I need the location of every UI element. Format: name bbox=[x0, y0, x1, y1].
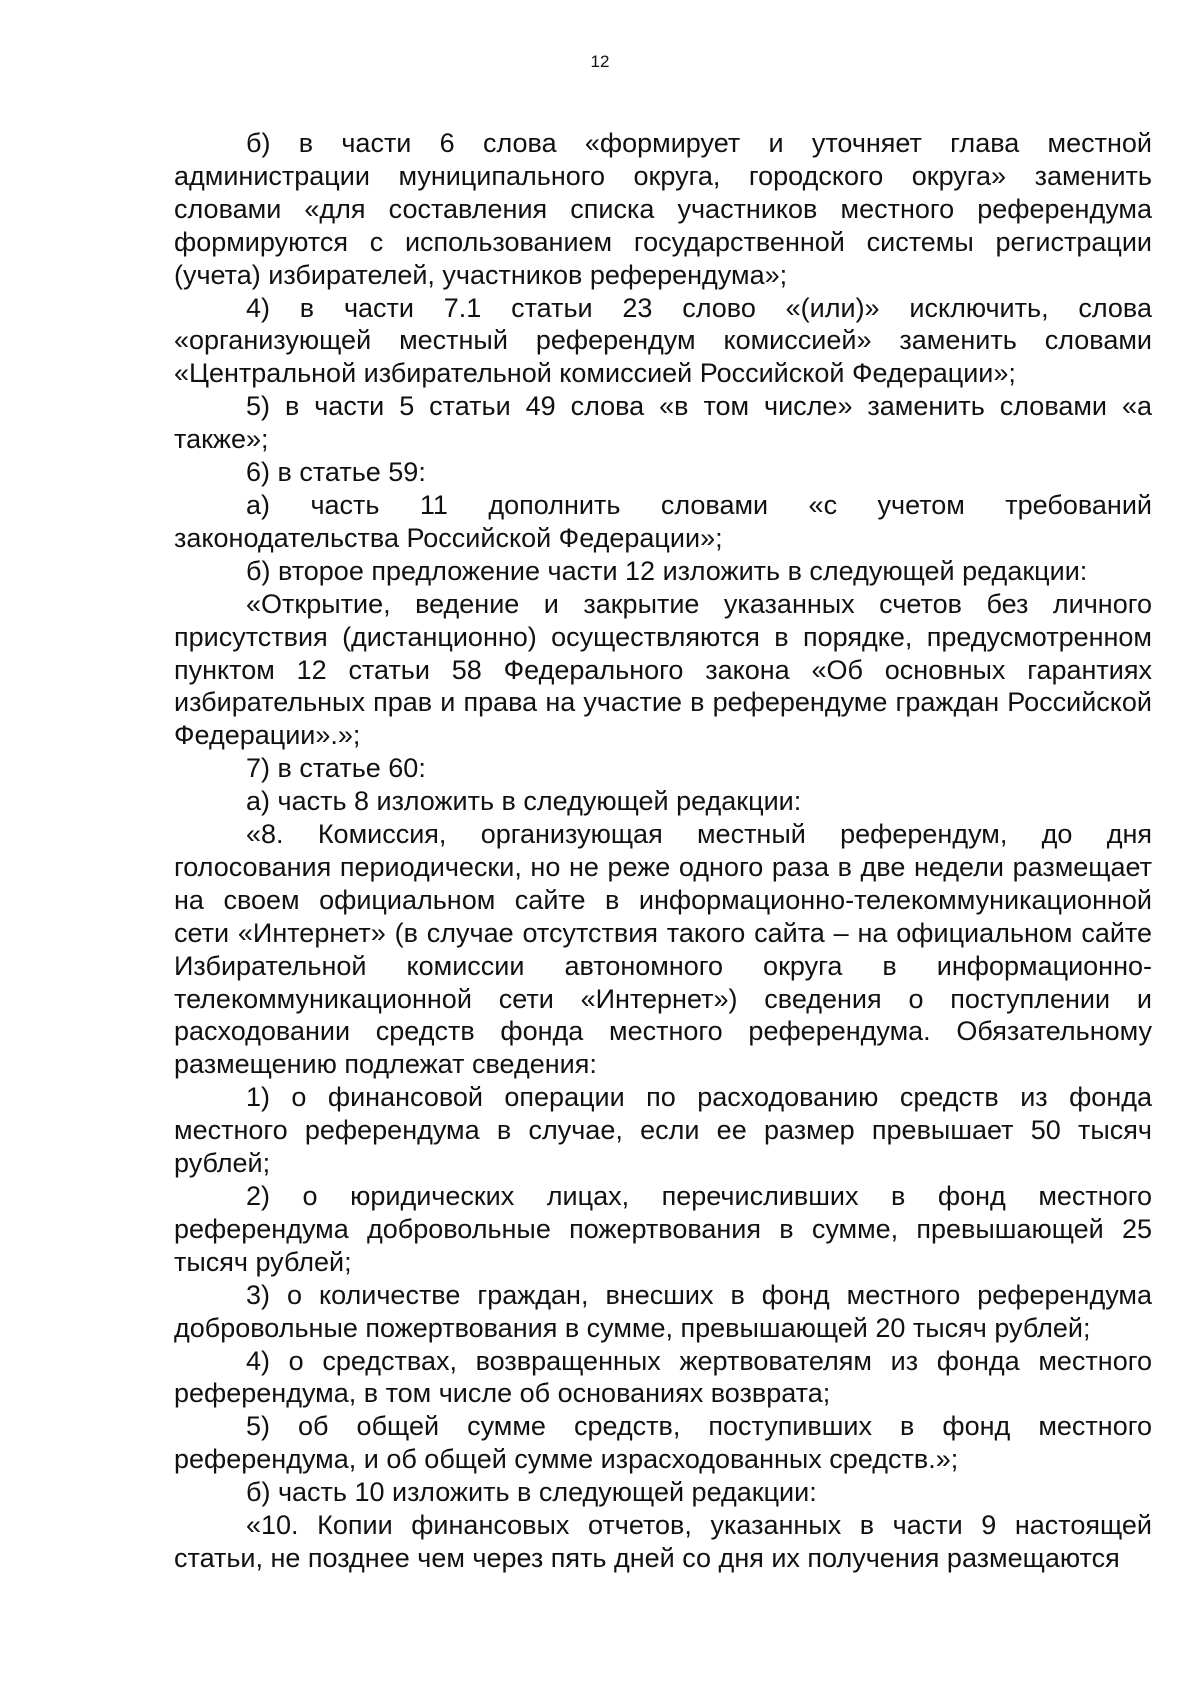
paragraph: «8. Комиссия, организующая местный референдум, до дня голосования периодически, но не реже одного раза в две недели размещает на своем официальном сайте в информационно-телекоммуникационной сети «Интернет» (в случае отсутствия такого сайта – на официальном сайте Избирательной комиссии автономного округа в информационно-телекоммуникационной сети «Интернет») сведения о поступлении и расходовании средств фонда местного референдума. Обязательному размещению подлежат сведения: bbox=[174, 819, 1152, 1080]
paragraph: 4) о средствах, возвращенных жертвователям из фонда местного референдума, в том числе об основаниях возврата; bbox=[174, 1345, 1152, 1409]
paragraph: «Открытие, ведение и закрытие указанных счетов без личного присутствия (дистанционно) осуществляются в порядке, предусмотренном пунктом 12 статьи 58 Федерального закона «Об основных гарантиях избирательных прав и права на участие в референдуме граждан Российской Федерации».»; bbox=[174, 588, 1152, 751]
paragraph: 5) об общей сумме средств, поступивших в фонд местного референдума, и об общей сумме израсходованных средств.»; bbox=[174, 1411, 1152, 1475]
paragraph: б) часть 10 изложить в следующей редакции: bbox=[246, 1477, 817, 1508]
paragraph: 5) в части 5 статьи 49 слова «в том числе» заменить словами «а также»; bbox=[174, 391, 1152, 455]
paragraph: а) часть 11 дополнить словами «с учетом требований законодательства Российской Федерации»; bbox=[174, 489, 1152, 553]
paragraph: 6) в статье 59: bbox=[246, 457, 426, 488]
paragraph: 4) в части 7.1 статьи 23 слово «(или)» исключить, слова «организующей местный референдум комиссией» заменить словами «Центральной избирательной комиссией Российской Федерации»; bbox=[174, 292, 1152, 389]
paragraph: б) в части 6 слова «формирует и уточняет глава местной администрации муниципального округа, городского округа» заменить словами «для составления списка участников местного референдума формируются с использованием государственной системы регистрации (учета) избирателей, участников референдума»; bbox=[174, 128, 1152, 290]
paragraph: 2) о юридических лицах, перечисливших в фонд местного референдума добровольные пожертвования в сумме, превышающей 25 тысяч рублей; bbox=[174, 1181, 1152, 1277]
paragraph: 7) в статье 60: bbox=[246, 753, 426, 784]
paragraph: 1) о финансовой операции по расходованию средств из фонда местного референдума в случае, если ее размер превышает 50 тысяч рублей; bbox=[174, 1082, 1152, 1179]
paragraph: б) второе предложение части 12 изложить в следующей редакции: bbox=[246, 555, 1088, 586]
paragraph: 3) о количестве граждан, внесших в фонд местного референдума добровольные пожертвования в сумме, превышающей 20 тысяч рублей; bbox=[174, 1279, 1152, 1343]
page-number: 12 bbox=[590, 52, 610, 71]
paragraph: «10. Копии финансовых отчетов, указанных в части 9 настоящей статьи, не позднее чем через пять дней со дня их получения размещаются bbox=[174, 1510, 1152, 1573]
paragraph: а) часть 8 изложить в следующей редакции: bbox=[246, 786, 802, 817]
document-body bbox=[174, 127, 1152, 1575]
